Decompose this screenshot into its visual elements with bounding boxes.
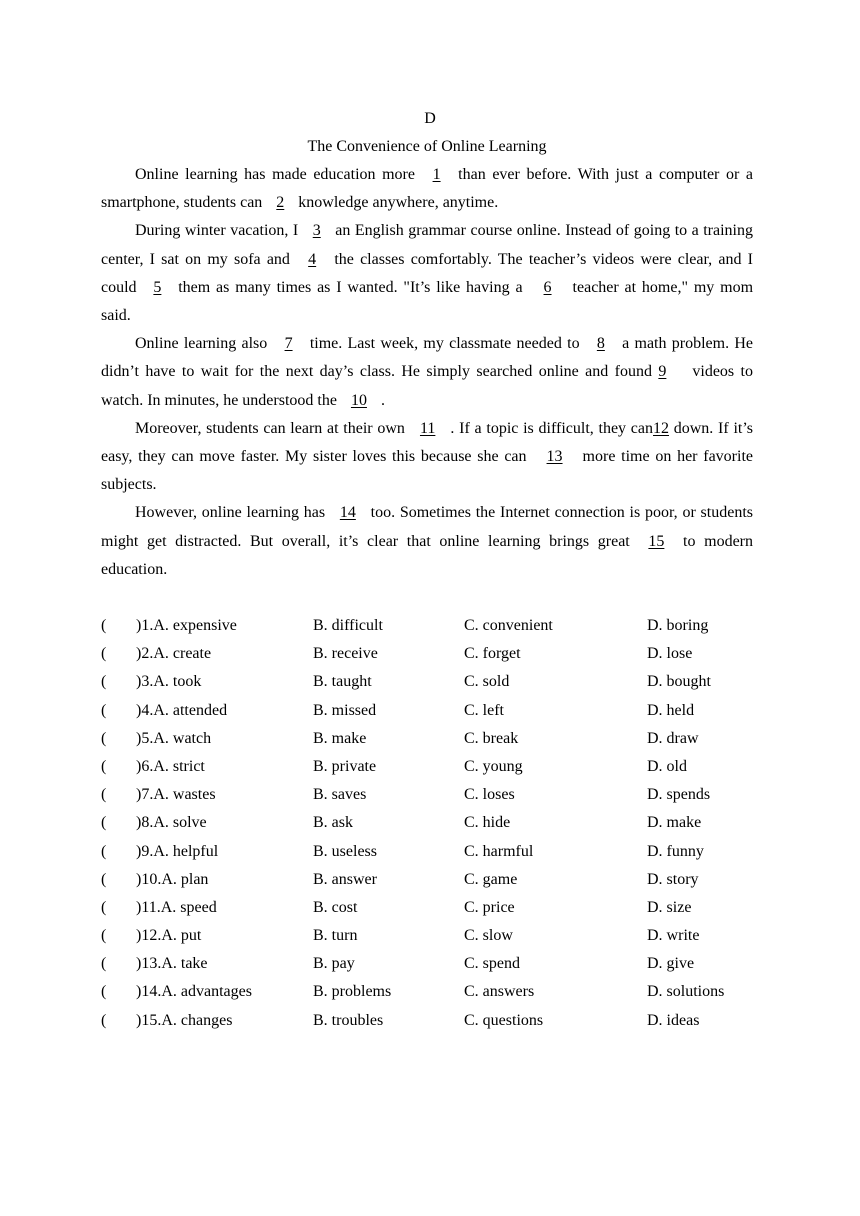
answer-bracket: ( (101, 842, 107, 860)
option-a: )8.A. solve (136, 814, 207, 832)
blank-2: 2 (276, 194, 285, 212)
answer-bracket: ( (101, 645, 107, 663)
option-b: B. missed (313, 701, 377, 719)
option-d: D. solutions (647, 983, 725, 1001)
passage-text: than ever before. With just a computer or a smartphone, students can (101, 166, 753, 212)
answer-bracket: ( (101, 814, 107, 832)
question-row (101, 922, 761, 950)
passage-text: knowledge anywhere, anytime. (294, 194, 499, 212)
blank-3: 3 (312, 222, 321, 240)
blank-15: 15 (648, 532, 665, 550)
passage-text: Online learning has made education more (135, 166, 422, 183)
passage-title: The Convenience of Online Learning (307, 138, 547, 155)
option-d: D. held (647, 701, 695, 719)
answer-bracket: ( (101, 983, 107, 1001)
answer-bracket: ( (101, 955, 107, 973)
option-c: C. harmful (464, 842, 534, 860)
question-row (101, 866, 761, 894)
option-c: C. answers (464, 983, 535, 1001)
question-row (101, 725, 761, 753)
question-row (101, 978, 761, 1006)
option-b: B. ask (313, 814, 353, 832)
passage-text: down. If it’s easy, they can move faster. My sister loves this because she can (101, 419, 754, 466)
blank-1: 1 (432, 166, 441, 183)
option-c: C. hide (464, 814, 511, 832)
option-d: D. ideas (647, 1011, 700, 1029)
passage-text: teacher at home," my mom said. (101, 278, 754, 325)
option-b: B. troubles (313, 1011, 384, 1029)
blank-7: 7 (284, 335, 293, 353)
blank-8: 8 (596, 335, 605, 353)
option-a: )5.A. watch (136, 729, 212, 747)
option-c: C. game (464, 870, 518, 888)
paragraph (101, 330, 753, 415)
passage-text: the classes comfortably. The teacher’s videos were clear, and I could (101, 250, 754, 296)
option-b: B. problems (313, 983, 392, 1001)
passage-text: a math problem. He didn’t have to wait for the next day’s class. He simply searched online and found (101, 335, 754, 381)
option-a: )13.A. take (136, 955, 208, 973)
option-c: C. young (464, 757, 523, 775)
passage-text: time. Last week, my classmate needed to (304, 335, 585, 353)
paragraph (101, 499, 753, 584)
option-c: C. spend (464, 955, 520, 973)
paragraph (101, 415, 753, 500)
passage-text: more time on her favorite subjects. (101, 448, 754, 494)
blank-5: 5 (153, 278, 162, 296)
blank-6: 6 (543, 278, 552, 296)
option-d: D. boring (647, 617, 709, 634)
question-row (101, 781, 761, 809)
passage-text: too. Sometimes the Internet connection is poor, or students might get distracted. But overall, it’s clear that online learning brings great (101, 504, 753, 550)
option-a: )7.A. wastes (136, 786, 216, 804)
answer-bracket: ( (101, 701, 107, 719)
option-a: )15.A. changes (136, 1011, 233, 1029)
option-d: D. bought (647, 673, 711, 691)
blank-9: 9 (658, 363, 667, 381)
passage-text: them as many times as I wanted. "It’s like having a (172, 278, 523, 296)
answer-bracket: ( (101, 1011, 107, 1029)
option-a: )6.A. strict (136, 757, 205, 775)
blank-4: 4 (308, 250, 317, 268)
question-row (101, 668, 761, 696)
answer-bracket: ( (101, 898, 107, 916)
answer-bracket: ( (101, 673, 107, 691)
option-c: C. questions (464, 1011, 544, 1029)
option-a: )2.A. create (136, 645, 212, 663)
passage-text: . If a topic is difficult, they can (445, 419, 654, 437)
option-a: )4.A. attended (136, 701, 228, 719)
question-row (101, 809, 761, 837)
question-row (101, 838, 761, 866)
option-a: )9.A. helpful (136, 842, 219, 860)
passage-text: videos to watch. In minutes, he understood the (101, 363, 753, 409)
answer-bracket: ( (101, 927, 107, 945)
option-d: D. story (647, 870, 699, 888)
option-c: C. loses (464, 786, 515, 804)
option-b: B. taught (313, 673, 372, 691)
answer-bracket: ( (101, 786, 107, 804)
question-row (101, 697, 761, 725)
question-row (101, 950, 761, 978)
option-a: )12.A. put (136, 927, 202, 945)
option-c: C. break (464, 729, 519, 747)
blank-13: 13 (546, 448, 563, 466)
question-row (101, 894, 761, 922)
option-b: B. turn (313, 927, 358, 945)
option-d: D. old (647, 757, 687, 775)
option-b: B. cost (313, 898, 358, 916)
option-d: D. lose (647, 645, 693, 663)
option-d: D. make (647, 814, 702, 832)
section-letter: D (424, 110, 436, 127)
passage-text: During winter vacation, I (135, 222, 303, 240)
option-c: C. forget (464, 645, 521, 663)
option-d: D. draw (647, 729, 699, 747)
blank-12: 12 (653, 419, 670, 437)
question-row (101, 1007, 761, 1035)
answer-bracket: ( (101, 757, 107, 775)
option-c: C. convenient (464, 617, 553, 634)
option-d: D. spends (647, 786, 711, 804)
option-a: )1.A. expensive (136, 617, 237, 634)
passage-text: an English grammar course online. Instead of going to a training center, I sat on my sofa and (101, 222, 754, 268)
option-c: C. price (464, 898, 515, 916)
question-row (101, 640, 761, 668)
answer-bracket: ( (101, 617, 107, 634)
option-c: C. slow (464, 927, 513, 945)
option-d: D. give (647, 955, 695, 973)
blank-14: 14 (339, 504, 356, 522)
blank-11: 11 (419, 419, 436, 437)
option-c: C. sold (464, 673, 510, 691)
passage-text: Online learning also (135, 335, 273, 353)
paragraph (101, 217, 753, 330)
option-b: B. private (313, 757, 377, 775)
option-b: B. receive (313, 645, 378, 663)
answer-bracket: ( (101, 870, 107, 888)
passage-text: Moreover, students can learn at their own (135, 419, 410, 437)
option-a: )10.A. plan (136, 870, 209, 888)
option-d: D. write (647, 927, 700, 945)
option-d: D. size (647, 898, 692, 916)
passage-text: However, online learning has (135, 504, 330, 522)
answer-bracket: ( (101, 729, 107, 747)
option-d: D. funny (647, 842, 704, 860)
option-b: B. useless (313, 842, 377, 860)
blank-10: 10 (350, 391, 367, 409)
passage-text: to modern education. (101, 532, 754, 578)
option-a: )3.A. took (136, 673, 202, 691)
option-b: B. pay (313, 955, 355, 973)
question-list (101, 612, 761, 1035)
question-row (101, 612, 761, 640)
option-a: )14.A. advantages (136, 983, 252, 1001)
paragraph (101, 161, 753, 217)
option-b: B. difficult (313, 617, 383, 634)
option-c: C. left (464, 701, 504, 719)
passage-text: . (376, 391, 385, 409)
passage (101, 161, 753, 584)
option-b: B. make (313, 729, 367, 747)
option-b: B. answer (313, 870, 377, 888)
option-b: B. saves (313, 786, 367, 804)
question-row (101, 753, 761, 781)
option-a: )11.A. speed (136, 898, 217, 916)
